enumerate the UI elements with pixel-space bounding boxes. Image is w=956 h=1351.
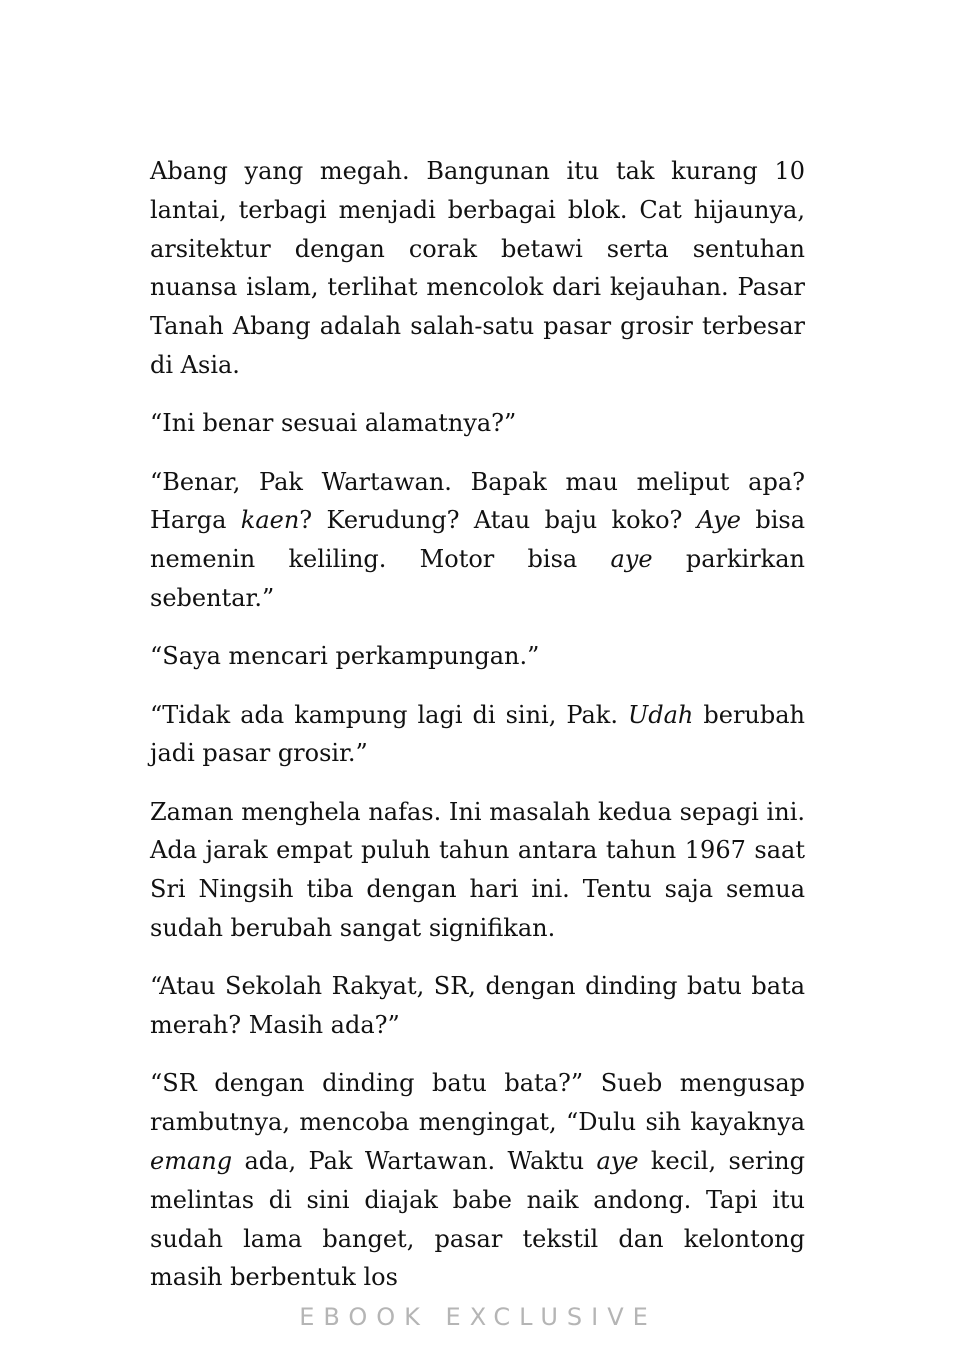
text-run: parkirkan sebentar.”: [150, 545, 805, 612]
paragraph-3: [150, 463, 805, 618]
paragraph-1: [150, 152, 805, 385]
text-run: “Ini benar sesuai alamatnya?”: [150, 409, 517, 438]
text-run: “Atau Sekolah Rakyat, SR, dengan dinding batu bata merah? Masih ada?”: [150, 972, 805, 1040]
text-run: bisa nemenin keliling. Motor bisa: [150, 506, 805, 574]
paragraph-2: [150, 404, 805, 443]
text-run: “Saya mencari perkampungan.”: [150, 642, 540, 671]
text-run: ada, Pak Wartawan. Waktu: [232, 1147, 597, 1176]
italic-run: aye: [596, 1147, 639, 1176]
italic-run: Aye: [696, 506, 741, 535]
text-run: “Benar, Pak Wartawan. Bapak mau meliput apa? Harga: [150, 467, 805, 535]
text-run: berubah jadi pasar grosir.”: [150, 700, 805, 768]
italic-run: aye: [610, 545, 653, 574]
text-run: Abang yang megah. Bangunan itu tak kurang 10 lantai, terbagi menjadi berbagai blok. Cat hijaunya, arsitektur dengan corak betawi serta sentuhan nuansa islam, terlihat mencolok dari kejauhan. Pasar Tanah Abang adalah salah-satu pasar grosir terbesar di Asia.: [150, 157, 805, 379]
italic-run: Udah: [627, 700, 694, 729]
book-page-body: [150, 152, 805, 1317]
italic-run: kaen: [240, 506, 300, 535]
paragraph-6: [150, 793, 805, 948]
text-run: Zaman menghela nafas. Ini masalah kedua sepagi ini. Ada jarak empat puluh tahun antara tahun 1967 saat Sri Ningsih tiba dengan hari ini. Tentu saja semua sudah berubah sangat signifikan.: [150, 797, 805, 943]
text-run: “SR dengan dinding batu bata?” Sueb mengusap rambutnya, mencoba mengingat, “Dulu sih kayaknya: [150, 1069, 805, 1137]
ebook-exclusive-footer: EBOOK EXCLUSIVE: [299, 1303, 657, 1331]
text-run: kecil, sering melintas di sini diajak babe naik andong. Tapi itu sudah lama banget, pasar tekstil dan kelontong masih berbentuk los: [150, 1147, 805, 1292]
paragraph-7: [150, 967, 805, 1045]
text-run: “Tidak ada kampung lagi di sini, Pak.: [150, 700, 628, 729]
paragraph-5: [150, 696, 805, 774]
paragraph-8: [150, 1064, 805, 1297]
paragraph-4: [150, 637, 805, 676]
text-run: ? Kerudung? Atau baju koko?: [299, 506, 697, 535]
italic-run: emang: [150, 1147, 233, 1176]
